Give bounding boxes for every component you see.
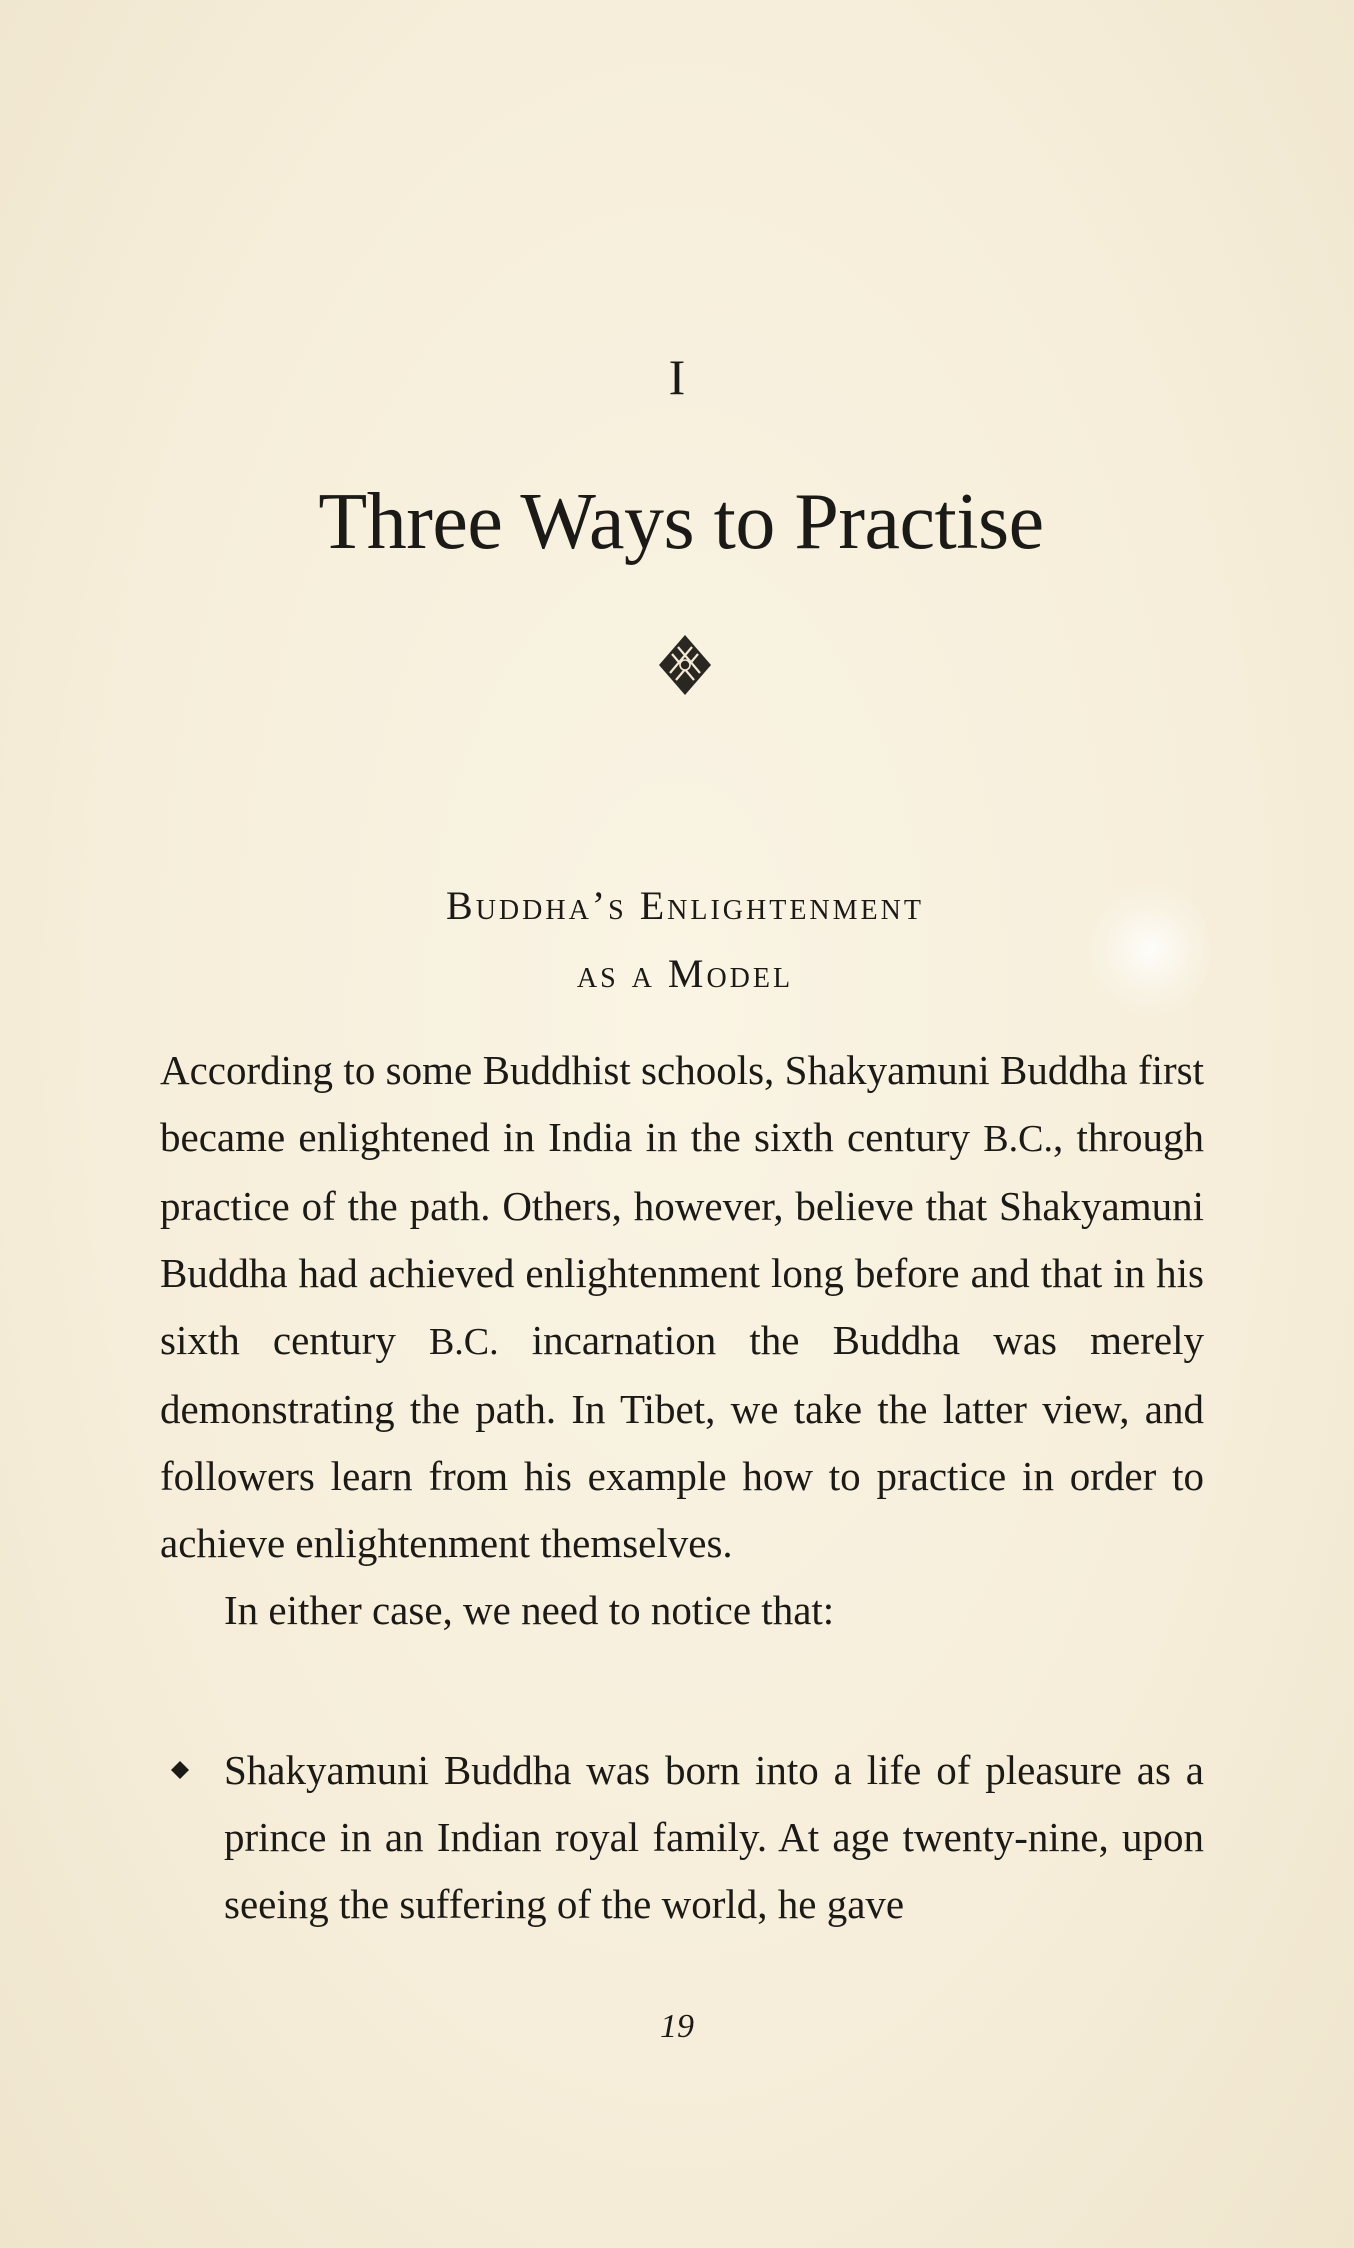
section-heading-line-1: Buddha’s Enlightenment <box>446 883 924 928</box>
paragraph-1-text-c: incarnation the Buddha was merely demonstrating the path. In Tibet, we take the latter view, and followers learn from his example how to practice in order to achieve enlightenment themselves. <box>160 1317 1204 1566</box>
abbr-bc-2: B.C. <box>428 1321 499 1363</box>
list-item-text: Shakyamuni Buddha was born into a life of pleasure as a prince in an Indian royal family. At age twenty-nine, upon seeing the suffering of the world, he gave <box>224 1747 1204 1927</box>
chapter-title: Three Ways to Practise <box>318 478 1044 566</box>
section-heading-line-2: as a Model <box>576 951 794 996</box>
endless-knot-icon <box>658 634 712 696</box>
abbr-bc-1: B.C. <box>983 1118 1053 1160</box>
chapter-number: I <box>668 349 686 405</box>
body-text <box>160 1037 1204 1644</box>
paragraph-1-text-a: According to some Buddhist schools, Shakyamuni Buddha first became enlightened in India in the sixth century <box>160 1047 1204 1160</box>
paragraph-1 <box>160 1037 1204 1577</box>
list-item <box>160 1737 1204 1938</box>
section-heading <box>0 872 1354 1008</box>
paragraph-2: In either case, we need to notice that: <box>224 1587 835 1633</box>
page-number: 19 <box>660 2008 694 2045</box>
paragraph-1-text-b: , through practice of the path. Others, however, believe that Shakyamuni Buddha had achieved enlightenment long before and that in his sixth century <box>160 1114 1204 1363</box>
diamond-bullet-icon <box>171 1761 189 1779</box>
